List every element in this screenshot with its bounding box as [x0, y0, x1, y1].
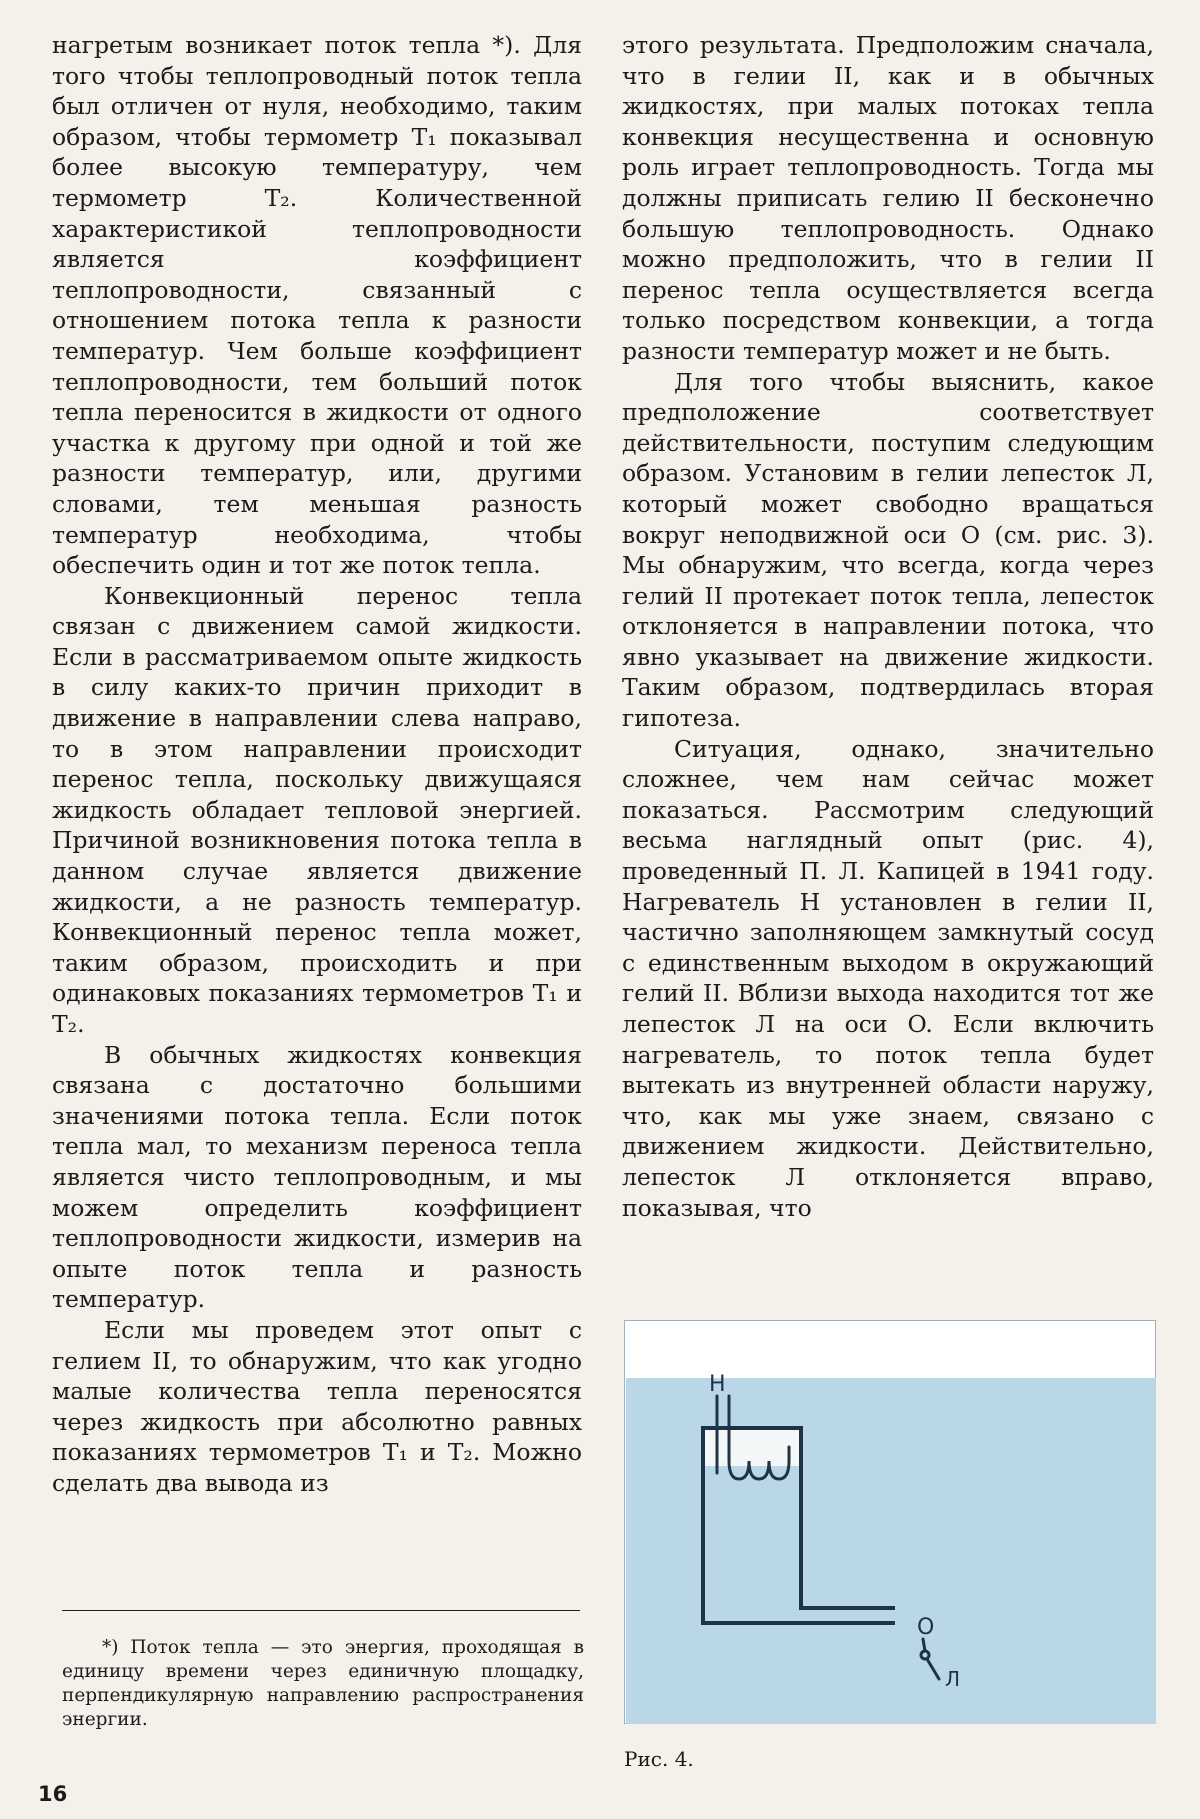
heater-label: H — [709, 1372, 726, 1397]
figure-caption: Рис. 4. — [624, 1747, 694, 1771]
figure-4 — [624, 1320, 1156, 1724]
footnote — [62, 1636, 584, 1732]
paragraph: Если мы проведем этот опыт с гелием II, то обнаружим, что как угодно малые количества тепла переносятся через жидкость при абсолютно равных показаниях термометров T₁ и T₂. Можно сделать два вывода из — [52, 1315, 582, 1497]
paragraph: Ситуация, однако, значительно сложнее, чем нам сейчас может показаться. Рассмотрим следующий весьма наглядный опыт (рис. 4), проведенный П. Л. Капицей в 1941 году. Нагреватель H установлен в гелии II, частично заполняющем замкнутый сосуд с единственным выходом в окружающий гелий II. Вблизи выхода находится тот же лепесток Л на оси O. Если включить нагреватель, то поток тепла будет вытекать из внутренней области наружу, что, как мы уже знаем, связано с движением жидкости. Действительно, лепесток Л отклоняется вправо, показывая, что — [622, 734, 1154, 1222]
footnote-text: *) Поток тепла — это энергия, проходящая в единицу времени через единичную площадку, перпендикулярную направлению распространения энергии. — [62, 1637, 584, 1730]
paragraph: Конвекционный перенос тепла связан с движением самой жидкости. Если в рассматриваемом опыте жидкость в силу каких-то причин приходит в движение в направлении слева направо, то в этом направлении происходит перенос тепла, поскольку движущаяся жидкость обладает тепловой энергией. Причиной возникновения потока тепла в данном случае является движение жидкости, а не разность температур. Конвекционный перенос тепла может, таким образом, происходить и при одинаковых показаниях термометров T₁ и T₂. — [52, 581, 582, 1038]
axis-label: O — [917, 1615, 935, 1640]
page-number: 16 — [38, 1782, 68, 1806]
footnote-divider — [62, 1610, 580, 1611]
left-column — [52, 30, 582, 1499]
figure-4-diagram — [625, 1321, 1157, 1725]
right-column — [622, 30, 1154, 1223]
petal-label: Л — [945, 1667, 961, 1691]
paragraph: В обычных жидкостях конвекция связана с достаточно большими значениями потока тепла. Если поток тепла мал, то механизм переноса тепла является чисто теплопроводным, и мы можем определить коэффициент теплопроводности жидкости, измерив на опыте поток тепла и разность температур. — [52, 1040, 582, 1314]
paragraph: нагретым возникает поток тепла *). Для того чтобы теплопроводный поток тепла был отличен от нуля, необходимо, таким образом, чтобы термометр T₁ показывал более высокую температуру, чем термометр T₂. Количественной характеристикой теплопроводности является коэффициент теплопроводности, связанный с отношением потока тепла к разности температур. Чем больше коэффициент теплопроводности, тем больший поток тепла переносится в жидкости от одного участка к другому при одной и той же разности температур, или, другими словами, тем меньшая разность температур необходима, чтобы обеспечить один и тот же поток тепла. — [52, 31, 582, 580]
paragraph: Для того чтобы выяснить, какое предположение соответствует действительности, поступим следующим образом. Установим в гелии лепесток Л, который может свободно вращаться вокруг неподвижной оси O (см. рис. 3). Мы обнаружим, что всегда, когда через гелий II протекает поток тепла, лепесток отклоняется в направлении потока, что явно указывает на движение жидкости. Таким образом, подтвердилась вторая гипотеза. — [622, 367, 1154, 733]
paragraph: этого результата. Предположим сначала, что в гелии II, как и в обычных жидкостях, при малых потоках тепла конвекция несущественна и основную роль играет теплопроводность. Тогда мы должны приписать гелию II бесконечно большую теплопроводность. Однако можно предположить, что в гелии II перенос тепла осуществляется всегда только посредством конвекции, а тогда разности температур может и не быть. — [622, 31, 1154, 365]
